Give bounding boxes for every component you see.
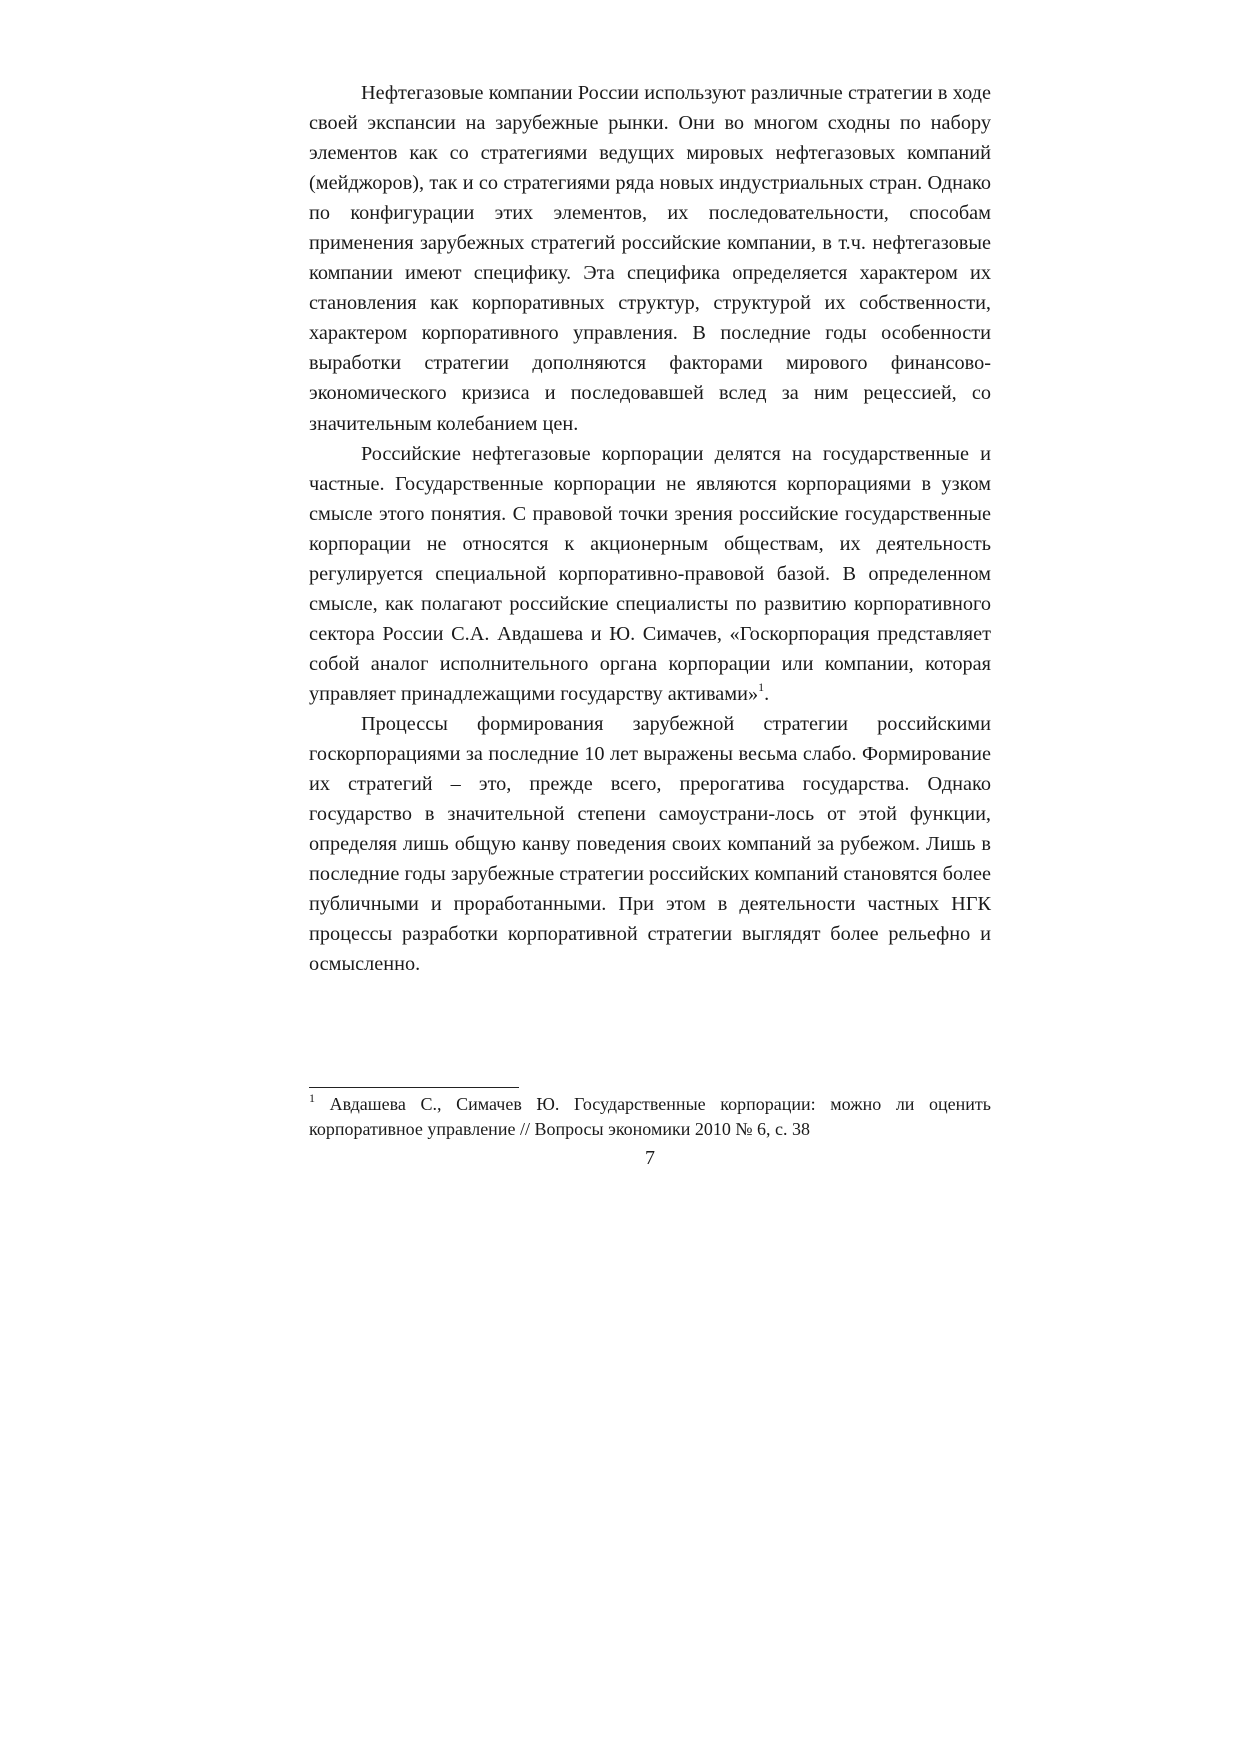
- paragraph-2: [309, 439, 991, 709]
- paragraph-1: Нефтегазовые компании России используют различные стратегии в ходе своей экспансии на зарубежные рынки. Они во многом сходны по набору элементов как со стратегиями ведущих мировых нефтегазовых компаний (мейджоров), так и со стратегиями ряда новых индустриальных стран. Однако по конфигурации этих элементов, их последовательности, способам применения зарубежных стратегий российские компании, в т.ч. нефтегазовые компании имеют специфику. Эта специфика определяется характером их становления как корпоративных структур, структурой их собственности, характером корпоративного управления. В последние годы особенности выработки стратегии дополняются факторами мирового финансово-экономического кризиса и последовавшей вслед за ним рецессией, со значительным колебанием цен.: [309, 82, 991, 435]
- footnote-reference[interactable]: 1: [758, 680, 765, 695]
- paragraph-3-part-2: лось от этой функции, определяя лишь общую канву поведения своих компаний за рубежом. Лишь в последние годы зарубежные стратегии российских компаний становятся более публичными и проработанными. При этом в деятельности частных НГК процессы разработки корпоративной стратегии выглядят более рельефно и осмысленно.: [309, 803, 992, 976]
- paragraph-3-part-1: Процессы формирования зарубежной стратегии российскими госкорпорациями за последние 10 лет выражены весьма слабо. Формирование их стратегий – это, прежде всего, прерогатива государства. Однако государство в значительной степени самоустрани-: [309, 712, 991, 826]
- footnote-entry: [309, 1092, 991, 1142]
- footnote-text: Авдашева С., Симачев Ю. Государственные корпорации: можно ли оценить корпоративное управление // Вопросы экономики 2010 № 6, с. 38: [309, 1094, 991, 1139]
- page-number: 7: [645, 1147, 655, 1169]
- paragraph-2-text: Российские нефтегазовые корпорации делятся на государственные и частные. Государственные корпорации не являются корпорациями в узком смысле этого понятия. С правовой точки зрения российские государственные корпорации не относятся к акционерным обществам, их деятельность регулируется специальной корпоративно-правовой базой. В определенном смысле, как полагают российские специалисты по развитию корпоративного сектора России С.А. Авдашева и Ю. Симачев, «Госкорпорация представляет собой аналог исполнительного органа корпорации или компании, которая управляет принадлежащими государству активами»: [309, 442, 991, 705]
- main-text: [309, 78, 991, 979]
- footnote: [309, 1092, 991, 1142]
- paragraph-3: [309, 709, 991, 979]
- footnote-separator: [309, 1087, 519, 1088]
- footnote-number: 1: [309, 1091, 315, 1105]
- paragraph-2-end: .: [764, 682, 770, 705]
